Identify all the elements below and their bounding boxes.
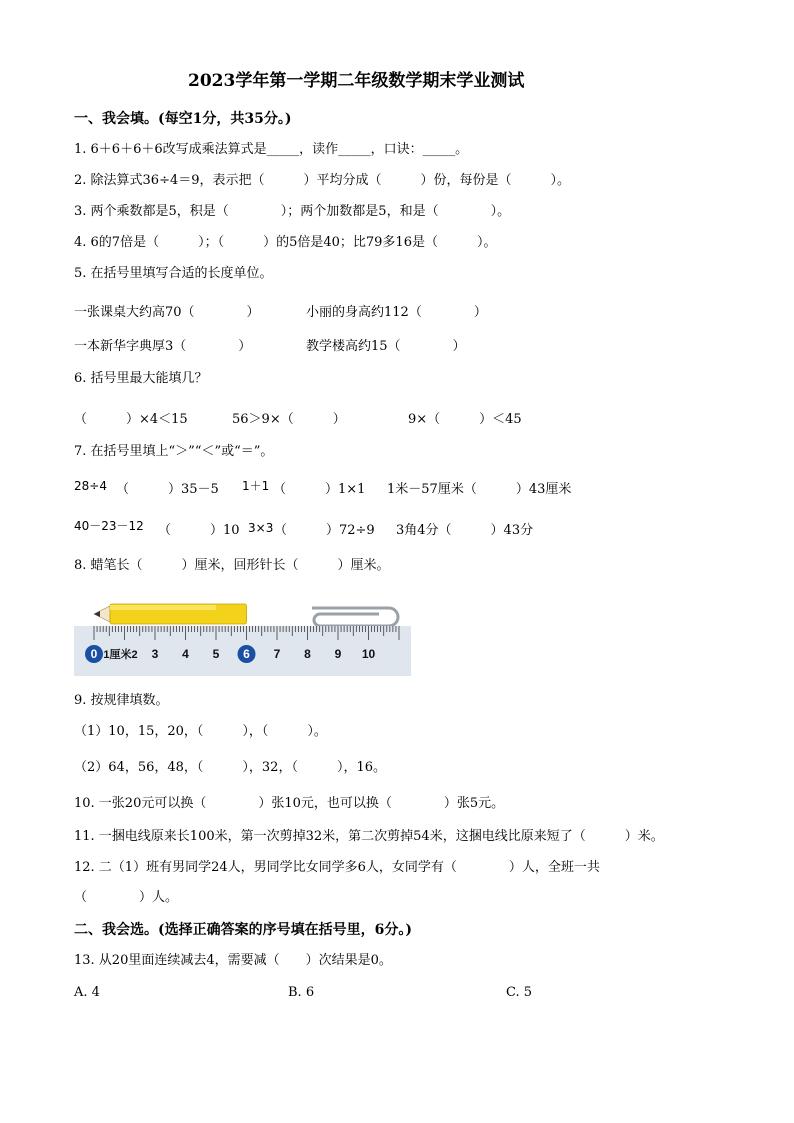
question-7-blank-b: （ ）1×1	[273, 482, 366, 497]
question-3: 3. 两个乘数都是5，积是（ ）；两个加数都是5，和是（ ）。	[74, 204, 511, 219]
ruler-tick-label: 10	[361, 647, 376, 661]
question-6-item-c: 9×（ ）＜45	[408, 412, 522, 427]
ruler-tick-label: 5	[212, 647, 220, 661]
question-13-option-c: C. 5	[506, 985, 533, 1000]
question-13-option-a: A. 4	[74, 985, 100, 1000]
question-12-continued: （ ）人。	[74, 890, 179, 905]
question-7-blank-e: （ ）72÷9	[274, 523, 375, 538]
question-9-item-1: （1）10，15，20，（ ），（ ）。	[74, 724, 327, 739]
question-7-expr-d: 40－23－12	[74, 519, 144, 533]
ruler-tick-label: 8	[304, 647, 311, 661]
question-7-item-f: 3角4分（ ）43分	[396, 523, 534, 538]
question-2: 2. 除法算式36÷4＝9，表示把（ ）平均分成（ ）份，每份是（ ）。	[74, 173, 571, 188]
ruler-tick-label: 6	[243, 647, 250, 661]
ruler-figure	[74, 588, 411, 680]
section-heading-choose: 二、我会选。(选择正确答案的序号填在括号里，6分。)	[74, 922, 412, 938]
ruler-tick-label: 1厘米2	[103, 649, 138, 661]
question-5-item-building: 教学楼高约15（ ）	[306, 339, 466, 354]
question-5-item-height: 小丽的身高约112（ ）	[306, 305, 487, 320]
question-8: 8. 蜡笔长（ ）厘米，回形针长（ ）厘米。	[74, 558, 390, 573]
question-1: 1. 6＋6＋6＋6改写成乘法算式是_____，读作_____，口诀：_____。	[74, 142, 469, 157]
question-7-expr-e: 3×3	[248, 521, 274, 535]
question-9-item-2: （2）64，56，48，（ ），32，（ ），16。	[74, 760, 386, 775]
ruler-tick-label: 0	[90, 647, 98, 661]
question-5: 5. 在括号里填写合适的长度单位。	[74, 266, 273, 281]
question-7-expr-b: 1＋1	[242, 479, 270, 493]
question-6: 6. 括号里最大能填几？	[74, 371, 208, 386]
ruler-tick-label: 7	[273, 647, 281, 661]
question-7-blank-d: （ ）10	[158, 523, 240, 538]
question-5-item-desk: 一张课桌大约高70（ ）	[74, 305, 260, 320]
question-7-expr-a: 28÷4	[74, 479, 107, 493]
pencil-icon	[94, 604, 247, 624]
section-heading-fill: 一、我会填。(每空1分，共35分。)	[74, 111, 292, 127]
question-12: 12. 二（1）班有男同学24人，男同学比女同学多6人，女同学有（ ）人，全班一共	[74, 860, 600, 875]
question-4: 4. 6的7倍是（ ）；（ ）的5倍是40；比79多16是（ ）。	[74, 235, 497, 250]
paper-clip-icon	[312, 608, 398, 626]
question-7: 7. 在括号里填上“＞”“＜”或“＝”。	[74, 444, 274, 459]
question-10: 10. 一张20元可以换（ ）张10元，也可以换（ ）张5元。	[74, 796, 505, 811]
question-7-blank-a: （ ）35－5	[116, 482, 219, 497]
question-9: 9. 按规律填数。	[74, 693, 169, 708]
page-title: 2023学年第一学期二年级数学期末学业测试	[188, 71, 525, 91]
ruler-tick-label: 9	[334, 647, 342, 661]
question-13: 13. 从20里面连续减去4，需要减（ ）次结果是0。	[74, 953, 392, 968]
question-11: 11. 一捆电线原来长100米，第一次剪掉32米，第二次剪掉54米，这捆电线比原来短了（ ）米。	[74, 829, 664, 844]
question-5-item-dictionary: 一本新华字典厚3（ ）	[74, 339, 252, 354]
question-6-item-b: 56＞9×（ ）	[232, 412, 346, 427]
question-7-item-c: 1米－57厘米（ ）43厘米	[387, 482, 572, 497]
question-6-item-a: （ ）×4＜15	[74, 412, 188, 427]
question-13-option-b: B. 6	[288, 985, 315, 1000]
ruler-tick-label: 4	[182, 647, 189, 661]
ruler-tick-label: 3	[151, 647, 159, 661]
